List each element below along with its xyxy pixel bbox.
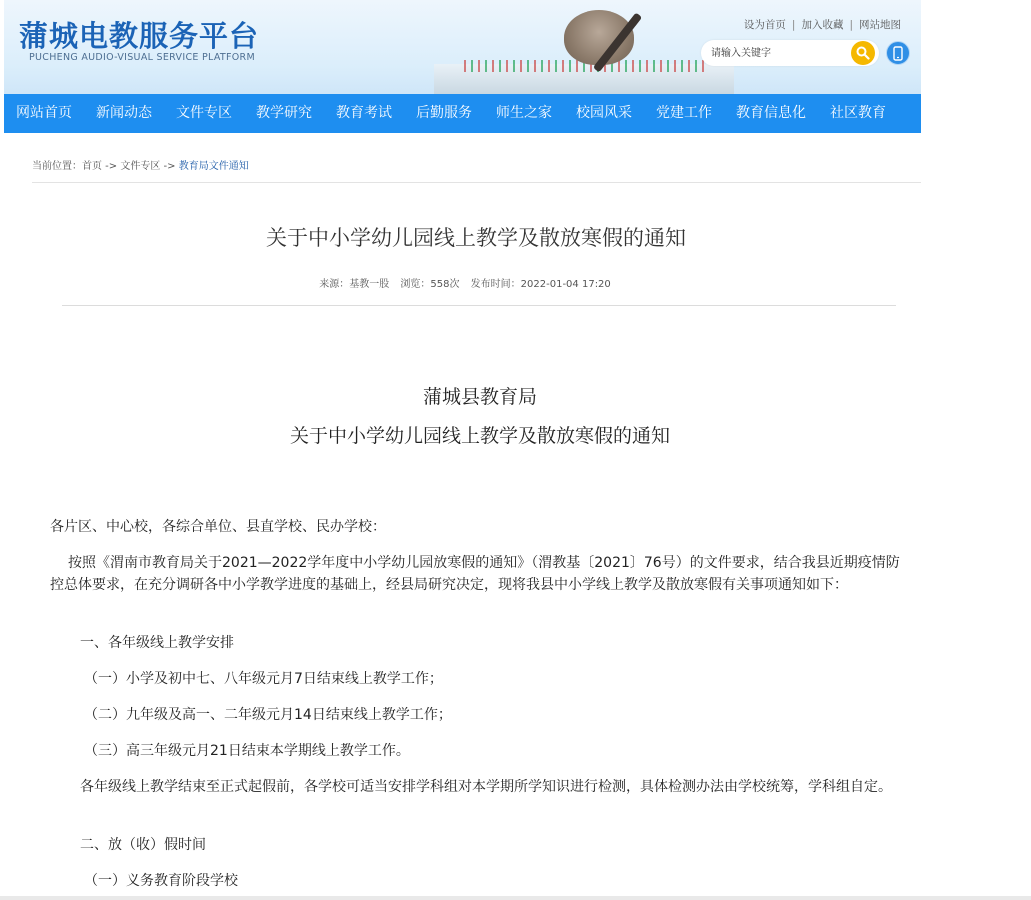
- nav-item-logistics[interactable]: 后勤服务: [416, 105, 472, 121]
- nav-item-exams[interactable]: 教育考试: [336, 105, 392, 121]
- document-org: 蒲城县教育局: [422, 386, 537, 408]
- site-header: [4, 0, 921, 94]
- article-source: 来源：基教一股: [319, 279, 390, 290]
- breadcrumb-sep: ->: [102, 161, 121, 172]
- article-date: 发布时间：2022-01-04 17:20: [470, 279, 611, 290]
- article-views: 浏览：558次: [400, 279, 460, 290]
- nav-item-news[interactable]: 新闻动态: [96, 105, 152, 121]
- horizontal-scrollbar[interactable]: [0, 896, 1031, 900]
- breadcrumb-documents[interactable]: 文件专区: [120, 161, 161, 172]
- search-button[interactable]: [851, 41, 875, 65]
- list-item: （一）小学及初中七、八年级元月7日结束线上教学工作；: [84, 671, 443, 687]
- paragraph-testing: 各年级线上教学结束至正式起假前，各学校可适当安排学科组对本学期所学知识进行检测，具体检测办法由学校统筹，学科组自定。: [80, 779, 892, 795]
- site-logo-title[interactable]: 蒲城电教服务平台: [19, 19, 260, 53]
- breadcrumb-current[interactable]: 教育局文件通知: [178, 161, 249, 172]
- nav-item-community[interactable]: 社区教育: [830, 105, 886, 121]
- breadcrumb: [32, 157, 249, 172]
- list-item: （二）九年级及高一、二年级元月14日结束线上教学工作；: [84, 707, 452, 723]
- nav-item-documents[interactable]: 文件专区: [176, 105, 232, 121]
- nav-item-campus[interactable]: 校园风采: [576, 105, 632, 121]
- nav-item-informatization[interactable]: 教育信息化: [736, 105, 806, 121]
- breadcrumb-prefix: 当前位置：: [32, 161, 82, 172]
- page-wrapper: [4, 0, 921, 889]
- breadcrumb-sep: ->: [160, 161, 179, 172]
- mobile-phone-icon: [893, 46, 903, 61]
- section-heading-1: 一、各年级线上教学安排: [80, 635, 234, 651]
- nav-item-research[interactable]: 教学研究: [256, 105, 312, 121]
- add-favorite-link[interactable]: 加入收藏: [801, 19, 844, 31]
- paragraph-intro: 按照《渭南市教育局关于2021—2022学年度中小学幼儿园放寒假的通知》（渭教基〔2021〕76号）的文件要求，结合我县近期疫情防控总体要求，在充分调研各中小学教学进度的基础上，经县局研究决定，现将我县中小学线上教学及散放寒假有关事项通知如下：: [50, 555, 900, 593]
- header-banner-image: [434, 0, 734, 94]
- mobile-site-button[interactable]: [886, 41, 910, 65]
- search-icon: [856, 46, 870, 60]
- paragraph-salutation: 各片区、中心校，各综合单位、县直学校、民办学校：: [50, 519, 386, 535]
- nav-item-home[interactable]: 网站首页: [16, 105, 72, 121]
- section-heading-2: 二、放（收）假时间: [80, 837, 206, 853]
- nav-item-teachers-students[interactable]: 师生之家: [496, 105, 552, 121]
- search-input[interactable]: [711, 45, 841, 61]
- list-item: （一）义务教育阶段学校: [84, 873, 238, 889]
- top-links: 设为首页 | 加入收藏 | 网站地图: [743, 19, 901, 31]
- breadcrumb-home[interactable]: 首页: [82, 161, 102, 172]
- article-title: 关于中小学幼儿园线上教学及散放寒假的通知: [266, 226, 686, 250]
- article-meta: [4, 275, 926, 290]
- divider: [62, 305, 896, 306]
- set-homepage-link[interactable]: 设为首页: [743, 19, 786, 31]
- nav-item-party[interactable]: 党建工作: [656, 105, 712, 121]
- site-logo-subtitle: PUCHENG AUDIO-VISUAL SERVICE PLATFORM: [29, 52, 255, 63]
- main-nav: [4, 94, 921, 133]
- site-map-link[interactable]: 网站地图: [859, 19, 901, 31]
- list-item: （三）高三年级元月21日结束本学期线上教学工作。: [84, 743, 410, 759]
- divider: [32, 182, 921, 183]
- document-subtitle: 关于中小学幼儿园线上教学及散放寒假的通知: [289, 425, 670, 447]
